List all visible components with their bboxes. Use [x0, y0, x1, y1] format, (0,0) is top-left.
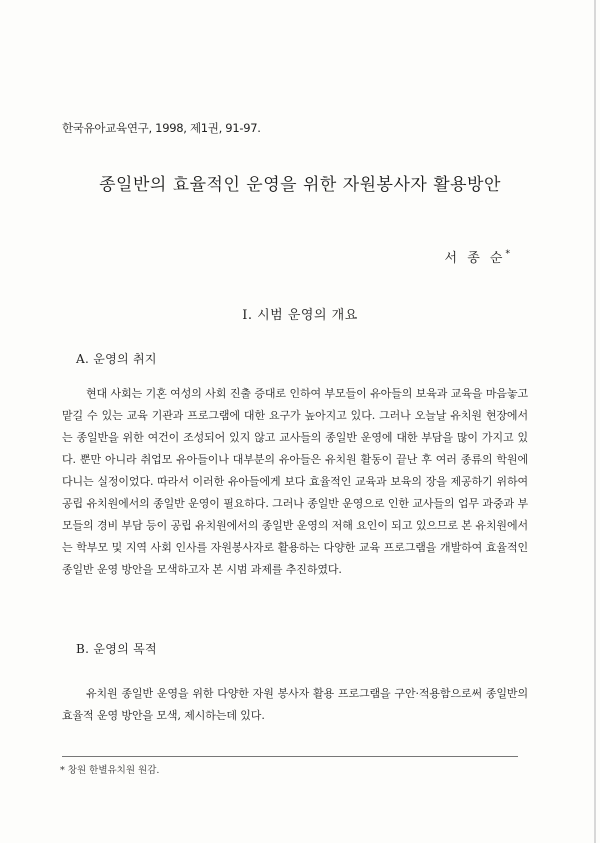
author-name: 서 종 순 [444, 251, 506, 266]
footnote: * 창원 한별유치원 원감. [60, 765, 160, 776]
author-line [445, 247, 510, 266]
subsection-heading-a: A. 운영의 취지 [76, 352, 157, 366]
section-heading: I. 시범 운영의 개요 [242, 308, 358, 323]
paragraph-objective: 유치원 종일반 운영을 위한 다양한 자원 봉사자 활용 프로그램을 구안·적용함으로써 종일반의 효율적 운영 방안을 모색, 제시하는데 있다. [62, 687, 528, 722]
subsection-heading-b: B. 운영의 목적 [76, 642, 157, 656]
author-footnote-mark: * [505, 249, 510, 260]
journal-citation: 한국유아교육연구, 1998, 제1권, 91-97. [62, 121, 261, 135]
paragraph-purpose: 현대 사회는 기혼 여성의 사회 진출 증대로 인하여 부모들이 유아들의 보육과 교육을 마음놓고 맡길 수 있는 교육 기관과 프로그램에 대한 요구가 높아지고 있다. 그러나 오늘날 유치원 현장에서는 종일반을 위한 여건이 조성되어 있지 않고 교사들의 종일반 운영에 대한 부담을 많이 가지고 있다. 뿐만 아니라 취업모 유아들이나 대부분의 유아들은 유치원 활동이 끝난 후 여러 종류의 학원에 다니는 실정이었다. 따라서 이러한 유아들에게 보다 효율적인 교육과 보육의 장을 제공하기 위하여 공립 유치원에서의 종일반 운영이 필요하다. 그러나 종일반 운영으로 인한 교사들의 업무 과중과 부모들의 경비 부담 등이 공립 유치원에서의 종일반 운영의 저해 요인이 되고 있으므로 본 유치원에서는 학부모 및 지역 사회 인사를 자원봉사자로 활용하는 다양한 교육 프로그램을 개발하여 효율적인 종일반 운영 방안을 모색하고자 본 시범 과제를 추진하였다. [62, 387, 528, 576]
paper-title: 종일반의 효율적인 운영을 위한 자원봉사자 활용방안 [99, 175, 501, 195]
scan-edge [594, 0, 596, 843]
footnote-divider [62, 756, 518, 757]
